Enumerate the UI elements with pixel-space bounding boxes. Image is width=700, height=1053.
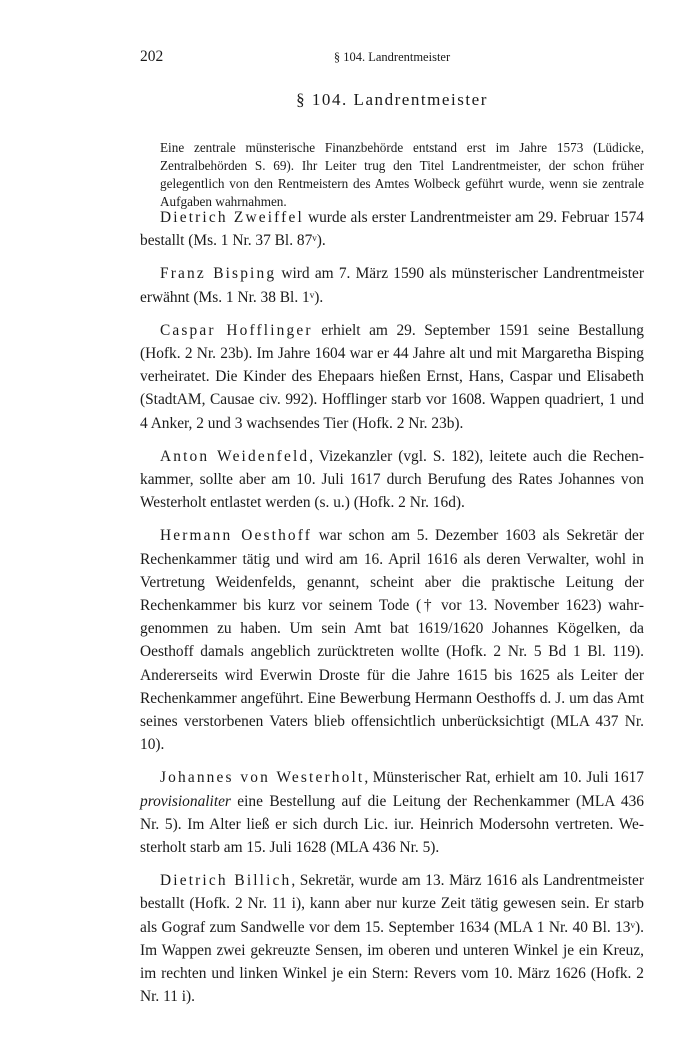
entry-name: Johannes von Westerholt — [160, 769, 365, 787]
page-header — [140, 48, 644, 68]
entry-caspar-hofflinger — [140, 319, 644, 435]
page-number: 202 — [140, 48, 164, 65]
entry-hermann-oesthoff — [140, 524, 644, 756]
entry-name: Dietrich Billich — [160, 872, 292, 890]
entry-name: Anton Weidenfeld — [160, 447, 310, 465]
entries-list — [140, 206, 644, 1019]
entry-text: , Sekretär, wurde am 13. März 1616 als Landrentmeister bestallt (Hofk. 2 Nr. 11 i), kann aber nur kurze Zeit tätig gewesen sein. Er starb als Gograf zum Sandwelle vor dem 15. September 1634 (MLA 1 Nr. 40 Bl. 13ᵛ). Im Wappen zwei gekreuzte Sensen, im oberen und unteren Winkel je ein Kreuz, im rechten und linken Winkel je ein Stern: Revers vom 10. März 1626 (Hofk. 2 Nr. 11 i). — [140, 872, 644, 1006]
entry-text: , Vizekanzler (vgl. S. 182), leitete auch die Rechenkammer, sollte aber am 10. Juli 1617 durch Berufung des Rates Johannes von Westerholt entlastet werden (s. u.) (Hofk. 2 Nr. 16d). — [140, 447, 644, 512]
entry-text: eine Bestellung auf die Leitung der Rechenkammer (MLA 436 Nr. 5). Im Alter ließ er sich durch Lic. iur. Heinrich Modersohn vertreten. Westerholt starb am 15. Juli 1628 (MLA 436 Nr. 5). — [140, 792, 644, 857]
entry-name: Hermann Oesthoff — [160, 527, 313, 545]
entry-italic-term: provisionaliter — [140, 792, 231, 810]
entry-anton-weidenfeld — [140, 445, 644, 515]
entry-johannes-von-westerholt — [140, 766, 644, 859]
entry-text: wird am 7. März 1590 als münsterischer Landrentmeister erwähnt (Ms. 1 Nr. 38 Bl. 1ᵛ). — [140, 265, 645, 306]
entry-text: wurde als erster Landrentmeister am 29. Februar 1574 bestallt (Ms. 1 Nr. 37 Bl. 87ᵛ). — [140, 209, 644, 250]
entry-name: Dietrich Zweiffel — [160, 209, 304, 226]
entry-dietrich-zweiffel — [140, 206, 644, 252]
entry-text: , Münsterischer Rat, erhielt am 10. Juli 1617 — [364, 769, 644, 787]
entry-name: Caspar Hofflinger — [160, 321, 313, 339]
entry-name: Franz Bisping — [160, 265, 277, 283]
running-head: § 104. Landrentmeister — [333, 50, 451, 64]
entry-dietrich-billich — [140, 869, 644, 1008]
entry-text: erhielt am 29. September 1591 seine Bestallung (Hofk. 2 Nr. 23b). Im Jahre 1604 war er 44 Jahre alt und mit Margaretha Bisping verheiratet. Die Kinder des Ehepaars hießen Ernst, Hans, Caspar und Elisabeth (StadtAM, Causae civ. 992). Hofflinger starb vor 1608. Wappen quadriert, 1 und 4 Anker, 2 und 3 wachsendes Tier (Hofk. 2 Nr. 23b). — [140, 321, 644, 432]
intro-paragraph: Eine zentrale münsterische Finanzbehörde entstand erst im Jahre 1573 (Lüdicke, Zentralbehörden S. 69). Ihr Leiter trug den Titel Landrentmeister, der schon früher gelegentlich von den Rentmeistern des Amtes Wolbeck geführt wurde, wenn sie zentrale Aufgaben wahrnahmen. — [160, 140, 644, 210]
entry-text: war schon am 5. Dezember 1603 als Sekretär der Rechenkammer tätig und wird am 16. April 1616 als deren Verwalter, wohl in Vertretung Weidenfelds, genannt, scheint aber die praktische Leitung der Rechenkammer bis kurz vor seinem Tode († vor 13. November 1623) wahrgenommen zu haben. Um sein Amt bat 1619/1620 Johannes Kögelken, da Oesthoff damals angeblich zurücktreten wollte (Hofk. 2 Nr. 5 Bd 1 Bl. 119). Andererseits wird Everwin Droste für die Jahre 1615 bis 1625 als Leiter der Rechenkammer angeführt. Eine Bewerbung Hermann Oesthoffs d. J. um das Amt seines verstorbenen Vaters blieb offensichtlich unberücksichtigt (MLA 437 Nr. 10). — [140, 527, 644, 754]
section-title: § 104. Landrentmeister — [296, 90, 488, 109]
entry-franz-bisping — [140, 262, 644, 308]
